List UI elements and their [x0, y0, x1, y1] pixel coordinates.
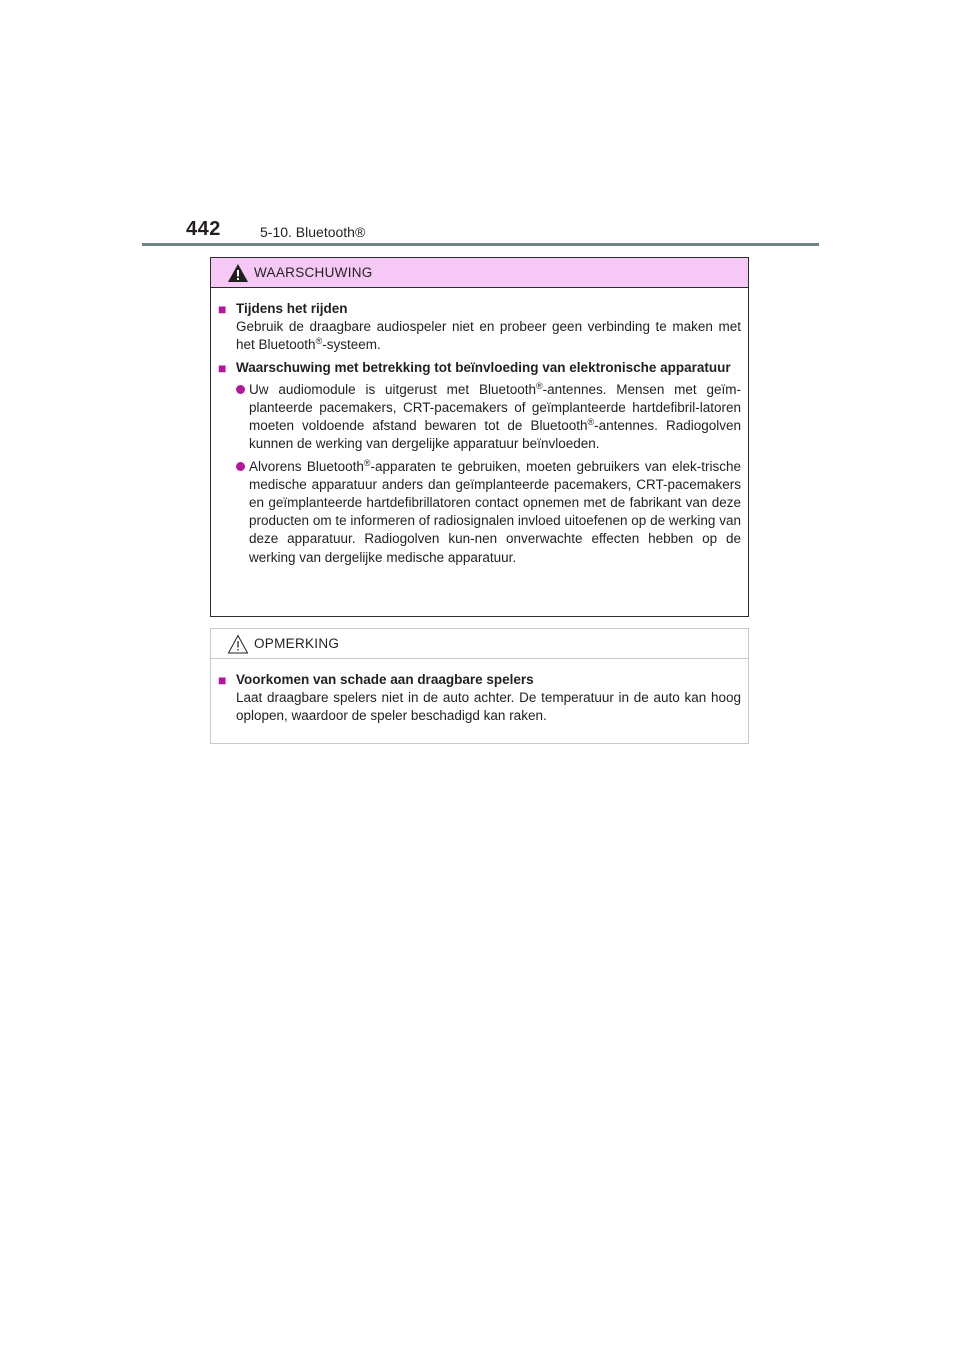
registered-mark: ® — [587, 417, 595, 428]
warning-item-title: ■ Waarschuwing met betrekking tot beïnvloeding van elektronische apparatuur — [218, 359, 731, 376]
warning-item-title: ■ Tijdens het rijden — [218, 301, 348, 317]
note-header — [211, 629, 748, 659]
header-rule — [142, 243, 819, 246]
section-title: 5-10. Bluetooth® — [260, 224, 366, 240]
square-bullet-icon: ■ — [218, 672, 227, 688]
registered-mark: ® — [363, 457, 371, 468]
warning-outline-triangle-icon — [227, 634, 249, 654]
list-item: Uw audiomodule is uitgerust met Bluetooth®-antennes. Mensen met geïm-planteerde pacemakers, CRT-pacemakers of geïmplanteerde hartdefibril-latoren moeten voldoende afstand bewaren tot de Bluetooth®-antennes. Radiogolven kunnen de werking van dergelijke apparatuur beïnvloeden. — [236, 381, 741, 454]
note-body — [211, 659, 748, 726]
note-label: OPMERKING — [254, 636, 340, 651]
dot-bullet-icon — [236, 462, 245, 471]
warning-filled-triangle-icon — [227, 263, 249, 283]
note-item-text: Laat draagbare spelers niet in de auto achter. De temperatuur in de auto kan hoog oplopen, waardoor de speler beschadigd kan raken. — [236, 690, 741, 724]
dot-bullet-icon — [236, 385, 245, 394]
note-box — [210, 628, 749, 744]
square-bullet-icon: ■ — [218, 359, 227, 376]
note-item-title: ■ Voorkomen van schade aan draagbare spelers — [218, 672, 534, 688]
list-item: Alvorens Bluetooth®-apparaten te gebruiken, moeten gebruikers van elek-trische medische apparatuur anders dan geïmplanteerde pacemakers, CRT-pacemakers en geïmplanteerde hartdefibrillatoren contact opnemen met de fabrikant van deze producten om te informeren of radiosignalen invloed uitoefenen op de werking van deze apparatuur. Radiogolven kun-nen onverwachte effecten hebben op de werking van dergelijke medische apparatuur. — [236, 458, 741, 567]
warning-item-text: Gebruik de draagbare audiospeler niet en probeer geen verbinding te maken met het Bluetooth®-systeem. — [236, 319, 741, 353]
registered-mark: ® — [315, 336, 323, 347]
warning-box — [210, 257, 749, 617]
warning-body — [211, 288, 748, 567]
square-bullet-icon: ■ — [218, 301, 227, 317]
warning-header — [211, 258, 748, 288]
warning-label: WAARSCHUWING — [254, 265, 373, 280]
registered-mark: ® — [536, 380, 543, 391]
page-number: 442 — [186, 218, 221, 240]
